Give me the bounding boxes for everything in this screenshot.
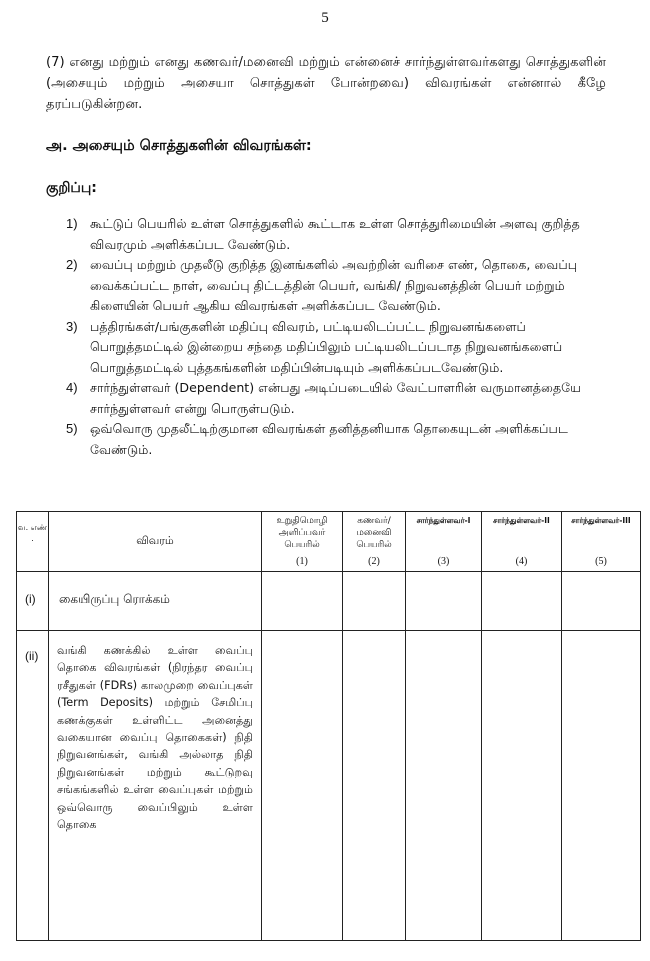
header-column-number: (1) [296, 556, 308, 567]
dependent-3-cell[interactable] [562, 631, 641, 941]
movable-assets-table [16, 511, 641, 941]
note-item [66, 378, 611, 419]
section-heading: அ. அசையும் சொத்துகளின் விவரங்கள்: [46, 138, 312, 154]
note-number: 2) [66, 257, 78, 272]
note-text: வைப்பு மற்றும் முதலீடு குறித்த இனங்களில் அவற்றின் வரிசை எண், தொகை, வைப்பு வைக்கப்பட்ட நாள், வைப்பு திட்டத்தின் பெயர், வங்கி/ நிறுவனத்தின் பெயர் மற்றும் கிளையின் பெயர் ஆகிய விவரங்கள் அளிக்கப்பட வேண்டும். [90, 257, 578, 313]
header-column-number: (4) [515, 556, 528, 567]
row-number: (i) [17, 572, 49, 631]
header-description: விவரம் [49, 512, 262, 572]
row-number: (ii) [17, 631, 49, 941]
dependent-1-cell[interactable] [406, 631, 482, 941]
row-description: கையிருப்பு ரொக்கம் [49, 572, 262, 631]
dependent-2-cell[interactable] [482, 631, 562, 941]
header-dependent-2 [482, 512, 562, 572]
table-header-row [17, 512, 641, 572]
header-label: சார்ந்துள்ளவர்-III [571, 516, 631, 525]
spouse-cell[interactable] [343, 572, 406, 631]
header-label: சார்ந்துள்ளவர்-I [416, 516, 471, 525]
note-number: 1) [66, 216, 78, 231]
spouse-cell[interactable] [343, 631, 406, 941]
declarant-cell[interactable] [262, 631, 343, 941]
header-label: சார்ந்துள்ளவர்-II [493, 516, 550, 525]
note-text: சார்ந்துள்ளவர் (Dependent) என்பது அடிப்படையில் வேட்பாளரின் வருமானத்தையே சார்ந்துள்ளவர் என்று பொருள்படும். [90, 380, 581, 416]
header-column-number: (3) [437, 556, 450, 567]
note-item [66, 317, 611, 379]
dependent-1-cell[interactable] [406, 572, 482, 631]
note-number: 4) [66, 380, 78, 395]
notes-list [66, 214, 611, 460]
declarant-cell[interactable] [262, 572, 343, 631]
header-serial-number: வ. எண் . [17, 512, 49, 572]
header-label: கணவர்/ மனைவி பெயரில் [356, 516, 392, 550]
table-row [17, 572, 641, 631]
note-number: 3) [66, 318, 78, 334]
note-text: பத்திரங்கள்/பங்குகளின் மதிப்பு விவரம், பட்டியலிடப்பட்ட நிறுவனங்களைப் பொறுத்தமட்டில் இன்றைய சந்தை மதிப்பிலும் பட்டியலிடப்படாத நிறுவனங்களைப் பொறுத்தமட்டில் புத்தகங்களின் மதிப்பின்படியும் அளிக்கப்படவேண்டும். [90, 318, 563, 375]
dependent-2-cell[interactable] [482, 572, 562, 631]
table-row [17, 631, 641, 941]
header-label: உறுதிமொழி அளிப்பவர் பெயரில் [276, 516, 328, 550]
header-column-number: (5) [595, 556, 607, 567]
note-text: கூட்டுப் பெயரில் உள்ள சொத்துகளில் கூட்டாக உள்ள சொத்துரிமையின் அளவு குறித்த விவரமும் அளிக்கப்பட வேண்டும். [90, 216, 580, 252]
note-item [66, 255, 611, 317]
note-item [66, 214, 611, 255]
row-description: வங்கி கணக்கில் உள்ள வைப்பு தொகை விவரங்கள் (நிரந்தர வைப்பு ரசீதுகள் (FDRs) காலமுறை வைப்புகள் (Term Deposits) மற்றும் சேமிப்பு கணக்குகள் உள்ளிட்ட அனைத்து வகையான வைப்பு தொகைகள்) நிதி நிறுவனங்கள், வங்கி அல்லாத நிதி நிறுவனங்கள் மற்றும் கூட்டுறவு சங்கங்களில் உள்ள வைப்புகள் மற்றும் ஒவ்வொரு வைப்பிலும் உள்ள தொகை [49, 631, 262, 941]
page-number: 5 [321, 10, 329, 26]
intro-paragraph: (7) எனது மற்றும் எனது கணவர்/மனைவி மற்றும் என்னைச் சார்ந்துள்ளவர்களது சொத்துகளின் (அசையும் மற்றும் அசையா சொத்துகள் போன்றவை) விவரங்கள் என்னால் கீழே தரப்படுகின்றன. [46, 55, 606, 112]
header-column-number: (2) [368, 556, 380, 567]
header-declarant [262, 512, 343, 572]
note-heading: குறிப்பு: [46, 180, 97, 196]
header-dependent-1 [406, 512, 482, 572]
note-text: ஒவ்வொரு முதலீட்டிற்குமான விவரங்கள் தனித்தனியாக தொகையுடன் அளிக்கப்பட வேண்டும். [90, 421, 568, 457]
header-spouse [343, 512, 406, 572]
dependent-3-cell[interactable] [562, 572, 641, 631]
header-dependent-3 [562, 512, 641, 572]
note-item [66, 419, 611, 460]
note-number: 5) [66, 421, 78, 436]
